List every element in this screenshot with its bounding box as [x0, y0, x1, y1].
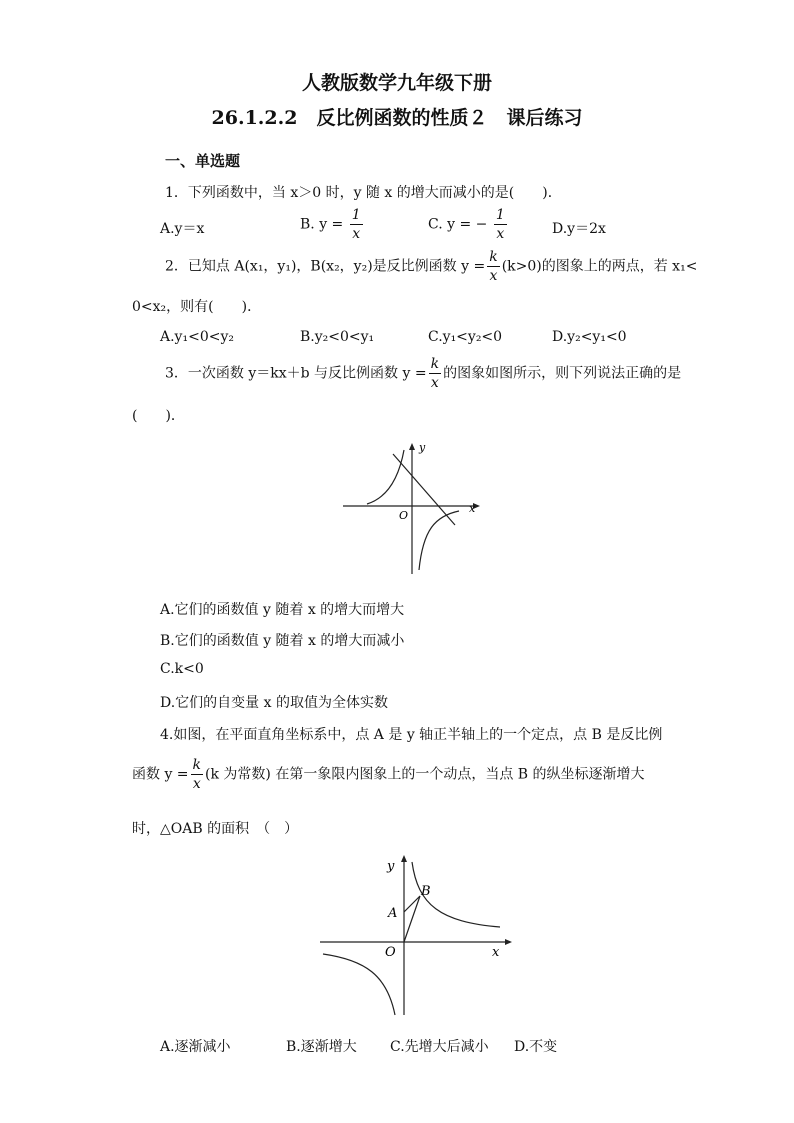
- q2-denominator: x: [489, 268, 498, 284]
- q1-option-b-fraction: [350, 208, 363, 241]
- q4-option-b: B.逐渐增大: [286, 1039, 357, 1055]
- q3-option-a: A.它们的函数值 y 随着 x 的增大而增大: [160, 602, 405, 618]
- q1-option-c-fraction: [494, 208, 507, 241]
- q4-stem-part-b-post: (k 为常数) 在第一象限内图象上的一个动点，当点 B 的纵坐标逐渐增大: [205, 766, 645, 783]
- q4-x-arrow-icon: [505, 939, 512, 945]
- q3-y-arrow-icon: [409, 443, 415, 450]
- q2-option-c: C.y₁<y₂<0: [428, 329, 503, 345]
- q1-option-b-prefix: B. y =: [300, 216, 344, 233]
- q3-numerator: k: [430, 356, 440, 372]
- q4-y-arrow-icon: [401, 855, 407, 862]
- q1-option-a: A.y＝x: [160, 221, 205, 237]
- q4-graph: [315, 850, 515, 1020]
- q4-option-a: A.逐渐减小: [160, 1039, 231, 1055]
- q3-option-c: C.k<0: [160, 661, 204, 677]
- q4-denominator: x: [192, 776, 201, 792]
- q1-option-b-numerator: 1: [351, 207, 361, 223]
- q3-y-label: y: [419, 441, 426, 454]
- q3-fraction: [429, 357, 441, 390]
- document-subtitle: 26.1.2.2 反比例函数的性质２ 课后练习: [211, 107, 583, 129]
- q1-stem: 1．下列函数中，当 x＞0 时，y 随 x 的增大而减小的是( )．: [165, 185, 562, 201]
- q4-option-d: D.不变: [514, 1039, 558, 1055]
- q3-hyperbola-branch-lower: [419, 511, 459, 570]
- q3-stem-part-a: 3．一次函数 y＝kx＋b 与反比例函数 y =: [165, 365, 427, 382]
- q4-option-c: C.先增大后减小: [390, 1039, 489, 1055]
- q4-stem-line2: [132, 758, 645, 791]
- q3-graph: [335, 438, 485, 578]
- q2-fraction: [487, 250, 499, 283]
- q2-stem-line1: [165, 250, 697, 283]
- q4-origin-label: O: [385, 945, 396, 960]
- q2-stem-part-a: 2．已知点 A(x₁，y₁)，B(x₂，y₂)是反比例函数 y =: [165, 258, 486, 275]
- q2-numerator: k: [489, 249, 498, 265]
- document-title: 人教版数学九年级下册: [301, 72, 492, 94]
- q2-option-b: B.y₂<0<y₁: [300, 329, 375, 345]
- q3-option-b: B.它们的函数值 y 随着 x 的增大而减小: [160, 633, 405, 649]
- q2-option-d: D.y₂<y₁<0: [552, 329, 627, 345]
- q2-stem-part-b: (k>0)的图象上的两点，若 x₁<: [501, 258, 698, 275]
- section-heading: 一、单选题: [165, 152, 241, 170]
- q3-stem-part-b: 的图象如图所示，则下列说法正确的是: [443, 365, 682, 382]
- q3-origin-label: O: [399, 509, 409, 522]
- q2-option-a: A.y₁<0<y₂: [160, 329, 234, 345]
- q1-option-c-prefix: C. y = −: [428, 216, 488, 233]
- q4-fraction: [191, 758, 203, 791]
- q2-stem-line2: 0<x₂，则有( )．: [132, 299, 262, 315]
- q1-option-b-denominator: x: [352, 226, 361, 242]
- q4-stem-line1: 4.如图，在平面直角坐标系中，点 A 是 y 轴正半轴上的一个定点，点 B 是反比例: [160, 727, 663, 743]
- q4-point-a-label: A: [388, 906, 398, 921]
- q3-hyperbola-branch-upper: [367, 450, 404, 504]
- q3-x-label: x: [469, 502, 476, 515]
- q4-segment-ob: [404, 896, 420, 942]
- q1-option-b: [300, 208, 365, 241]
- q4-x-label: x: [492, 945, 500, 960]
- q4-stem-part-b-pre: 函数 y =: [132, 766, 189, 783]
- q1-option-d: D.y＝2x: [552, 221, 606, 237]
- q3-stem-line1: [165, 357, 681, 390]
- q4-y-label: y: [387, 859, 395, 874]
- q1-option-c-denominator: x: [496, 226, 505, 242]
- q4-stem-line3: 时，△OAB 的面积 （ ）: [132, 821, 299, 837]
- q1-option-c-numerator: 1: [495, 207, 505, 223]
- q4-hyperbola-branch-third-quadrant: [323, 954, 395, 1015]
- q1-option-c: [428, 208, 509, 241]
- q3-option-d: D.它们的自变量 x 的取值为全体实数: [160, 695, 388, 711]
- q4-point-b-label: B: [421, 884, 431, 899]
- q4-numerator: k: [192, 757, 202, 773]
- q3-denominator: x: [430, 375, 439, 391]
- q3-stem-line2: ( )．: [132, 408, 185, 424]
